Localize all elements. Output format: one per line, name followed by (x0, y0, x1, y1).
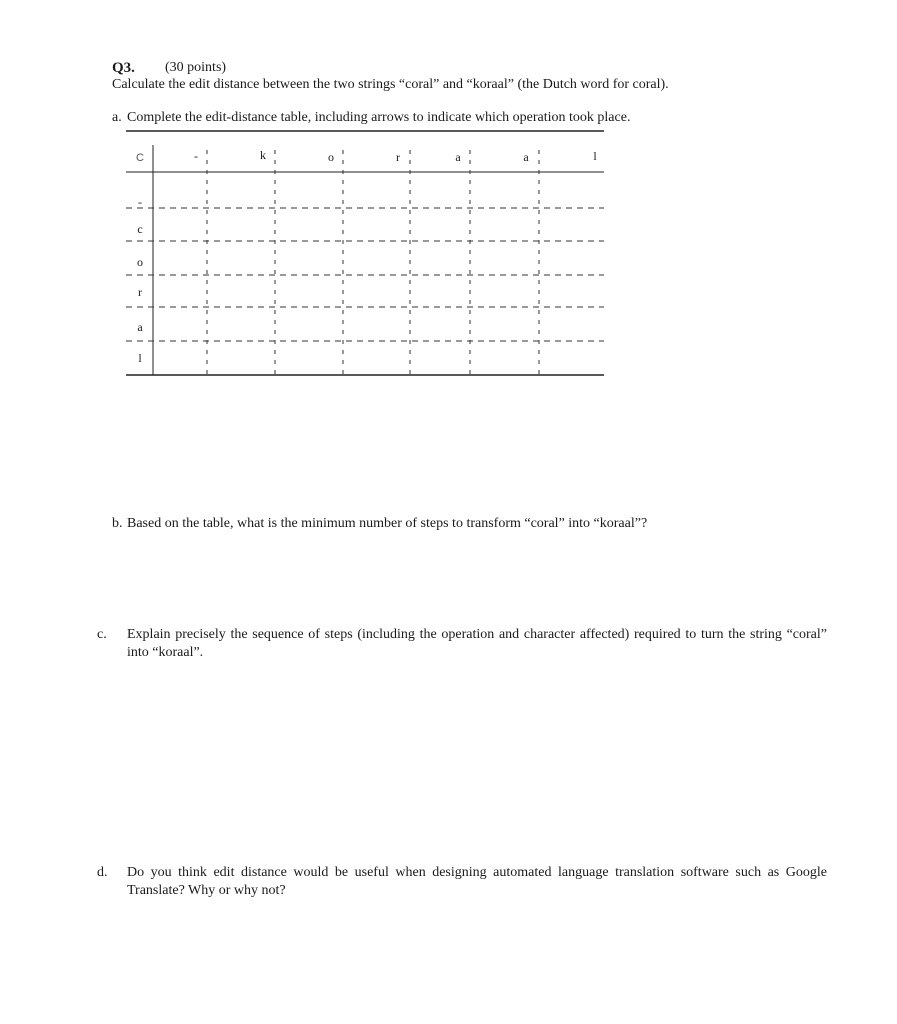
column-header: a (523, 150, 529, 164)
question-points: (30 points) (165, 60, 227, 75)
column-header: r (396, 150, 400, 164)
column-header: a (455, 150, 461, 164)
part-c-letter: c. (97, 627, 107, 642)
column-header: - (194, 149, 198, 163)
row-dividers (126, 208, 604, 341)
part-b-letter: b. (112, 516, 123, 531)
part-b (112, 516, 647, 532)
table-corner-label: C (136, 152, 144, 164)
row-header: l (138, 351, 142, 365)
part-c (97, 626, 827, 662)
row-header: c (137, 222, 143, 236)
part-d-text: Do you think edit distance would be useful when designing automated language translation software such as Google Translate? Why or why not? (127, 865, 827, 898)
part-b-text: Based on the table, what is the minimum number of steps to transform “coral” into “koraal”? (127, 516, 648, 531)
row-header: o (137, 255, 143, 269)
part-d-letter: d. (97, 865, 108, 880)
question-number: Q3. (112, 60, 135, 76)
part-a-letter: a. (112, 110, 122, 125)
question-intro: Calculate the edit distance between the two strings “coral” and “koraal” (the Dutch word for coral). (112, 77, 669, 92)
row-header: r (138, 285, 142, 299)
part-d (97, 864, 827, 900)
row-header: a (137, 320, 143, 334)
column-header: k (260, 148, 266, 162)
part-c-text: Explain precisely the sequence of steps (including the operation and character affected) required to turn the string “coral” into “koraal”. (127, 627, 827, 660)
part-a-text: Complete the edit-distance table, including arrows to indicate which operation took place. (127, 110, 631, 125)
row-header: - (138, 195, 142, 209)
column-header: o (328, 150, 334, 164)
column-header: l (593, 149, 597, 163)
